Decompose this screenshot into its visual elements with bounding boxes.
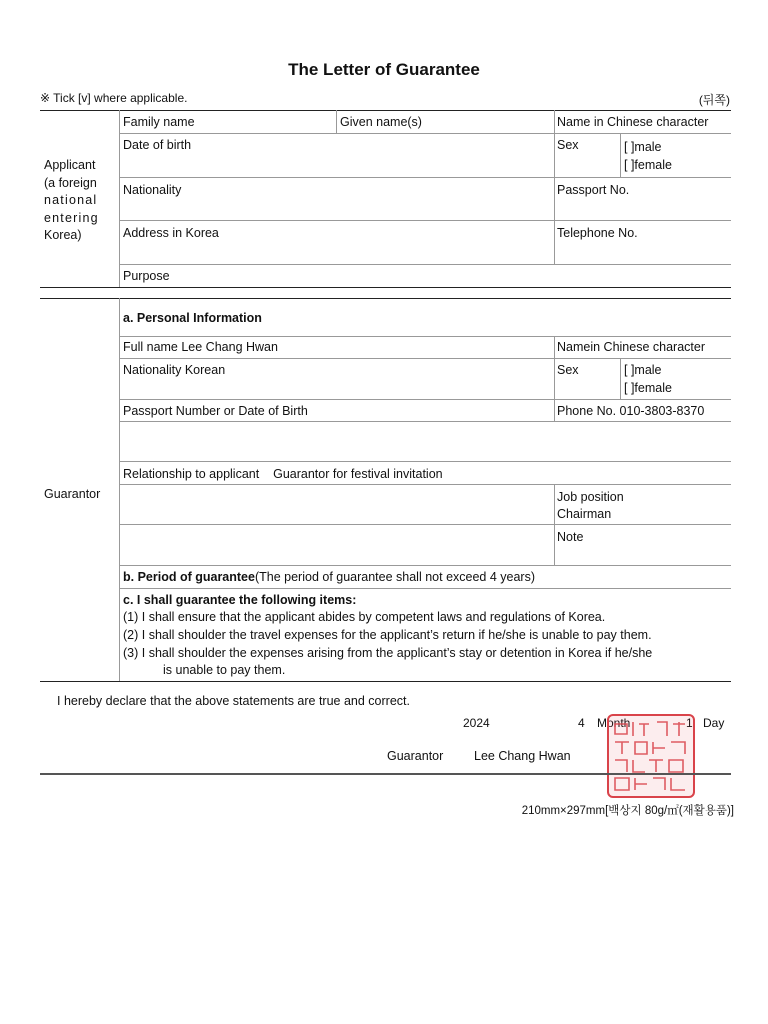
signature-name[interactable]: Lee Chang Hwan xyxy=(474,749,571,763)
row-line xyxy=(119,358,731,359)
family-name-field[interactable]: Family name xyxy=(123,115,195,129)
row-line xyxy=(119,177,731,178)
period-heading: b. Period of guarantee xyxy=(123,570,255,584)
document-title: The Letter of Guarantee xyxy=(288,60,480,79)
applicant-label-line: national xyxy=(44,193,98,207)
date-year[interactable]: 2024 xyxy=(463,716,490,730)
row-line xyxy=(119,461,731,462)
applicant-label xyxy=(44,157,99,245)
date-month-label: Month xyxy=(597,716,631,730)
row-line xyxy=(119,484,731,485)
guarantor-sex-label: Sex xyxy=(557,363,579,377)
row-line xyxy=(119,399,731,400)
passport-field[interactable]: Passport No. xyxy=(557,183,630,197)
row-line xyxy=(119,264,731,265)
guarantee-item-continuation: is unable to pay them. xyxy=(163,663,286,677)
female-checkbox[interactable]: [ ]female xyxy=(624,158,672,172)
official-seal-stamp xyxy=(607,714,695,798)
row-line xyxy=(119,133,731,134)
sex-label: Sex xyxy=(557,138,579,152)
applicant-label-line: entering xyxy=(44,210,99,225)
guarantor-phone[interactable]: Phone No. 010-3803-8370 xyxy=(557,404,705,418)
chinese-name-field[interactable]: Name in Chinese character xyxy=(557,115,709,129)
paper-spec-footer: 210mm×297mm[백상지 80g/㎡(재활용품)] xyxy=(521,805,734,817)
divider xyxy=(620,358,621,399)
applicant-bottom-border xyxy=(40,287,731,288)
row-line xyxy=(119,588,731,589)
applicant-label-line: Applicant xyxy=(44,158,96,172)
row-line xyxy=(119,220,731,221)
date-day-label: Day xyxy=(703,716,725,730)
applicant-label-line: (a foreign xyxy=(44,175,97,190)
row-line xyxy=(119,565,731,566)
guarantor-full-name[interactable]: Full name Lee Chang Hwan xyxy=(123,340,278,354)
guarantee-item: (3) I shall shoulder the expenses arising from the applicant’s stay or detention in Korea if he/she xyxy=(123,646,653,660)
guarantor-nationality[interactable]: Nationality Korean xyxy=(123,363,226,377)
job-position-value[interactable]: Chairman xyxy=(557,507,612,521)
guarantee-items-heading: c. I shall guarantee the following items: xyxy=(123,593,357,607)
back-side-label: (뒤쪽) xyxy=(698,93,730,107)
dob-field[interactable]: Date of birth xyxy=(123,138,192,152)
guarantor-label: Guarantor xyxy=(44,487,101,501)
guarantee-item: (1) I shall ensure that the applicant abides by competent laws and regulations of Korea. xyxy=(123,610,606,624)
divider xyxy=(336,110,337,133)
relationship-field[interactable]: Relationship to applicant Guarantor for festival invitation xyxy=(123,467,443,481)
seal-glyph-pattern xyxy=(609,716,693,796)
personal-info-heading: a. Personal Information xyxy=(123,311,262,325)
signature-label: Guarantor xyxy=(387,749,444,763)
date-month-number[interactable]: 4 xyxy=(578,716,585,730)
period-of-guarantee xyxy=(123,570,535,584)
guarantee-item: (2) I shall shoulder the travel expenses for the applicant’s return if he/she is unable to pay them. xyxy=(123,628,652,642)
guarantor-chinese-name[interactable]: Namein Chinese character xyxy=(557,340,705,354)
row-line xyxy=(119,524,731,525)
guarantor-top-border xyxy=(40,298,731,299)
tick-instruction: ※ Tick [v] where applicable. xyxy=(40,91,188,105)
signature-bottom-rule xyxy=(40,773,731,775)
applicant-top-border xyxy=(40,110,731,111)
guarantor-male-checkbox[interactable]: [ ]male xyxy=(624,363,662,377)
applicant-label-divider xyxy=(119,110,120,287)
male-checkbox[interactable]: [ ]male xyxy=(624,140,662,154)
guarantor-label-divider xyxy=(119,298,120,681)
period-description: (The period of guarantee shall not exceed 4 years) xyxy=(254,570,535,584)
row-line xyxy=(119,336,731,337)
applicant-label-line: Korea) xyxy=(44,228,82,242)
guarantor-bottom-border xyxy=(40,681,731,682)
declaration-text: I hereby declare that the above statements are true and correct. xyxy=(57,694,410,708)
guarantor-female-checkbox[interactable]: [ ]female xyxy=(624,381,672,395)
telephone-field[interactable]: Telephone No. xyxy=(557,226,638,240)
nationality-field[interactable]: Nationality xyxy=(123,183,182,197)
divider xyxy=(554,336,555,421)
job-position-label: Job position xyxy=(557,490,624,504)
given-name-field[interactable]: Given name(s) xyxy=(340,115,422,129)
note-field[interactable]: Note xyxy=(557,530,584,544)
divider xyxy=(620,133,621,177)
address-field[interactable]: Address in Korea xyxy=(123,226,219,240)
purpose-field[interactable]: Purpose xyxy=(123,269,170,283)
guarantor-passport-dob[interactable]: Passport Number or Date of Birth xyxy=(123,404,308,418)
date-day-number[interactable]: 1 xyxy=(686,716,693,730)
row-line xyxy=(119,421,731,422)
